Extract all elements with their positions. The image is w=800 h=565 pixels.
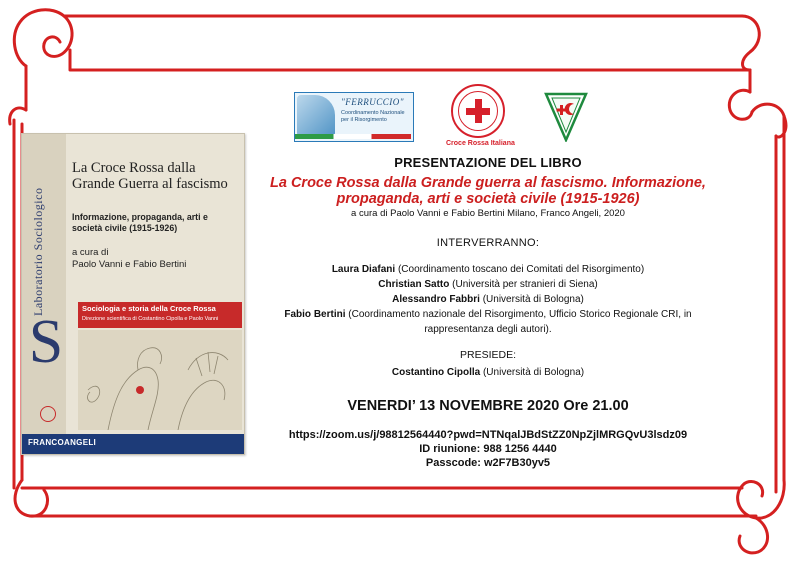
speaker-item	[260, 277, 716, 292]
ferruccio-logo-name: "FERRUCCIO"	[341, 97, 405, 107]
speakers-list	[260, 262, 716, 337]
cover-series-spine: Laboratorio Sociologico	[31, 187, 45, 317]
tricolor-flag-icon	[295, 134, 411, 139]
speaker-item	[260, 262, 716, 277]
chair-name: Costantino Cipolla	[391, 367, 481, 378]
speaker-item	[260, 292, 716, 307]
chair-heading: PRESIEDE:	[459, 349, 517, 361]
cover-editors-label: a cura di	[72, 247, 109, 258]
croce-rossa-logo	[446, 84, 515, 147]
book-editors: a cura di Paolo Vanni e Fabio Bertini Milano, Franco Angeli, 2020	[351, 208, 625, 219]
cover-editors	[72, 247, 240, 271]
series-monogram-icon: S	[28, 308, 64, 376]
chair-affiliation: (Università di Bologna)	[480, 367, 585, 378]
meeting-info	[238, 428, 738, 470]
book-cover	[21, 133, 245, 455]
speakers-heading: INTERVERRANNO:	[436, 237, 540, 249]
meeting-id: ID riunione: 988 1256 4440	[419, 443, 557, 455]
croce-rossa-caption: Croce Rossa Italiana	[446, 140, 515, 147]
logo-row	[290, 92, 650, 152]
speaker-name: Christian Satto	[378, 279, 450, 290]
ferruccio-logo-subtitle: Coordinamento Nazionale per il Risorgimento	[341, 110, 405, 123]
speaker-name: Fabio Bertini	[284, 309, 346, 320]
chair-item	[238, 367, 738, 378]
cover-illustration	[78, 330, 242, 430]
bust-icon	[297, 95, 335, 137]
zoom-link[interactable]: https://zoom.us/j/98812564440?pwd=NTNqalJBdStZZ0NpZjlMRGQvU3lsdz09	[288, 429, 688, 441]
cover-red-cross-icon	[40, 406, 56, 422]
event-date: VENERDI’ 13 NOVEMBRE 2020 Ore 21.00	[347, 398, 629, 414]
speaker-affiliation: (Università di Bologna)	[479, 294, 584, 305]
speaker-item	[260, 307, 716, 337]
speaker-affiliation: (Università per stranieri di Siena)	[449, 279, 598, 290]
page-title: PRESENTAZIONE DEL LIBRO	[394, 155, 582, 170]
speaker-name: Laura Diafani	[331, 264, 396, 275]
cover-subtitle: Informazione, propaganda, arti e società civile (1915-1926)	[72, 212, 208, 233]
red-cross-emblem-icon	[451, 84, 505, 138]
speaker-name: Alessandro Fabbri	[392, 294, 480, 305]
cover-authors: Paolo Vanni e Fabio Bertini	[72, 259, 187, 270]
speaker-affiliation: (Coordinamento nazionale del Risorgimento, Ufficio Storico Regionale CRI, in rappresentanza degli autori).	[345, 309, 692, 335]
cover-series: Sociologia e storia della Croce Rossa	[82, 304, 216, 313]
cover-publisher: FRANCOANGELI	[28, 438, 97, 447]
ferruccio-logo	[294, 92, 414, 142]
meeting-passcode: Passcode: w2F7B30yv5	[425, 457, 551, 469]
shield-emblem-icon	[544, 92, 588, 142]
cover-title: La Croce Rossa dalla Grande Guerra al fascismo	[72, 160, 228, 192]
book-title: La Croce Rossa dalla Grande guerra al fascismo. Informazione, propaganda, arti e società civile (1915-1926)	[270, 175, 706, 207]
cover-series-direction: Direzione scientifica di Costantino Cipolla e Paolo Vanni	[82, 316, 219, 322]
speaker-affiliation: (Coordinamento toscano dei Comitati del Risorgimento)	[395, 264, 645, 275]
